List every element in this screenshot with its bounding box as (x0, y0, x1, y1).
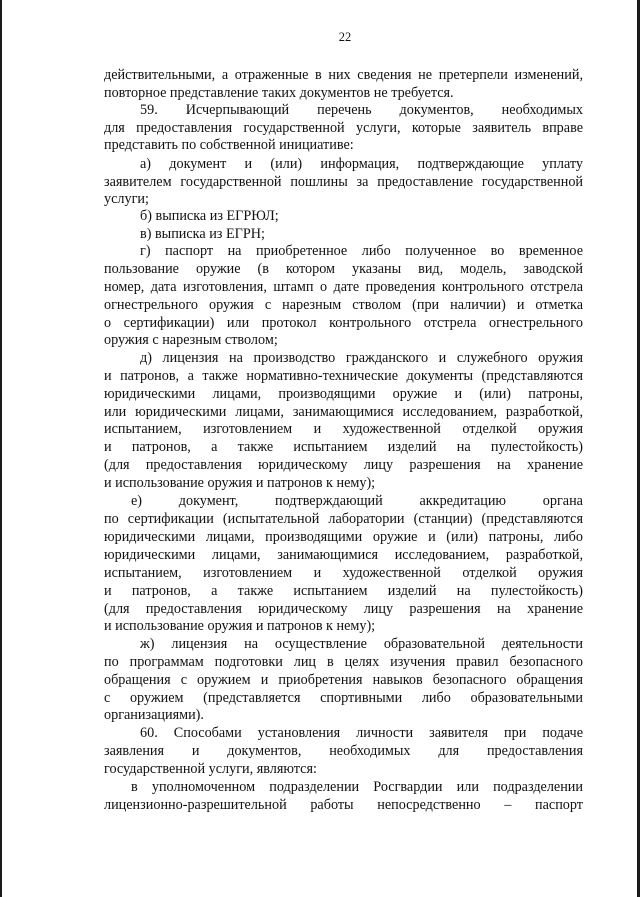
text-line: и использование оружия и патронов к нему); (104, 618, 376, 634)
text-line: испытанием, изготовлением и художественной отделкой оружия (104, 565, 583, 581)
text-line: номер, дата изготовления, штамп о дате проведения контрольного отстрела (104, 279, 583, 295)
text-line: огнестрельного оружия с нарезным стволом (при наличии) и отметка (104, 297, 583, 313)
text-line: оружия с нарезным стволом; (104, 332, 278, 348)
text-line: и патронов, а также испытанием изделий на пулестойкость) (104, 439, 583, 455)
list-item-d: д) лицензия на производство гражданского и служебного оружия (140, 350, 583, 366)
paragraph-60-heading: 60. Способами установления личности заявителя при подаче (140, 725, 583, 741)
text-line: о сертификации) или протокол контрольного отстрела огнестрельного (104, 315, 583, 331)
text-line: обращения с оружием и приобретения навыков безопасного обращения (104, 672, 583, 688)
text-line: для предоставления государственной услуги, которые заявитель вправе (104, 120, 583, 136)
text-line: юридическими лицами, производящими оружие и (или) патроны, либо (104, 529, 583, 545)
text-line: (для предоставления юридическому лицу разрешения на хранение (104, 601, 583, 617)
text-line: государственной услуги, являются: (104, 761, 317, 777)
list-item-a: а) документ и (или) информация, подтверждающие уплату (140, 156, 583, 172)
text-line: юридическими лицами, занимающимися исследованием, разработкой, (104, 547, 583, 563)
text-line: (для предоставления юридическому лицу разрешения на хранение (104, 457, 583, 473)
text-line: в уполномоченном подразделении Росгвардии или подразделении (131, 779, 583, 795)
text-line: и патронов, а также нормативно-технические документы (представляются (104, 368, 583, 384)
text-line: по программам подготовки лиц в целях изучения правил безопасного (104, 654, 583, 670)
scan-border-left (0, 0, 2, 897)
text-line: заявления и документов, необходимых для предоставления (104, 743, 583, 759)
list-item-zh: ж) лицензия на осуществление образовательной деятельности (140, 636, 583, 652)
text-line: действительными, а отраженные в них сведения не претерпели изменений, (104, 67, 583, 83)
list-item-v: в) выписка из ЕГРН; (140, 226, 265, 242)
text-line: услуги; (104, 191, 149, 207)
text-line: заявителем государственной пошлины за предоставление государственной (104, 174, 583, 190)
text-line: и использование оружия и патронов к нему); (104, 475, 376, 491)
text-line: повторное представление таких документов не требуется. (104, 85, 454, 101)
text-line: юридическими лицами, производящими оружие и (или) патроны, (104, 386, 583, 402)
text-line: или юридическими лицами, занимающимися исследованием, разработкой, (104, 404, 583, 420)
text-line: и патронов, а также испытанием изделий на пулестойкость) (104, 583, 583, 599)
page-number: 22 (338, 30, 352, 44)
text-line: лицензионно-разрешительной работы непосредственно – паспорт (104, 797, 583, 813)
text-line: с оружием (представляется спортивными либо образовательными (104, 690, 583, 706)
text-line: испытанием, изготовлением и художественной отделкой оружия (104, 421, 583, 437)
text-line: представить по собственной инициативе: (104, 137, 354, 153)
text-line: организациями). (104, 707, 204, 723)
text-line: по сертификации (испытательной лаборатории (станции) (представляются (104, 511, 583, 527)
paragraph-59-heading: 59. Исчерпывающий перечень документов, необходимых (140, 102, 583, 118)
text-line: пользование оружие (в котором указаны вид, модель, заводской (104, 261, 583, 277)
list-item-g: г) паспорт на приобретенное либо полученное во временное (140, 243, 583, 259)
list-item-e: е) документ, подтверждающий аккредитацию органа (131, 493, 583, 509)
list-item-b: б) выписка из ЕГРЮЛ; (140, 208, 279, 224)
